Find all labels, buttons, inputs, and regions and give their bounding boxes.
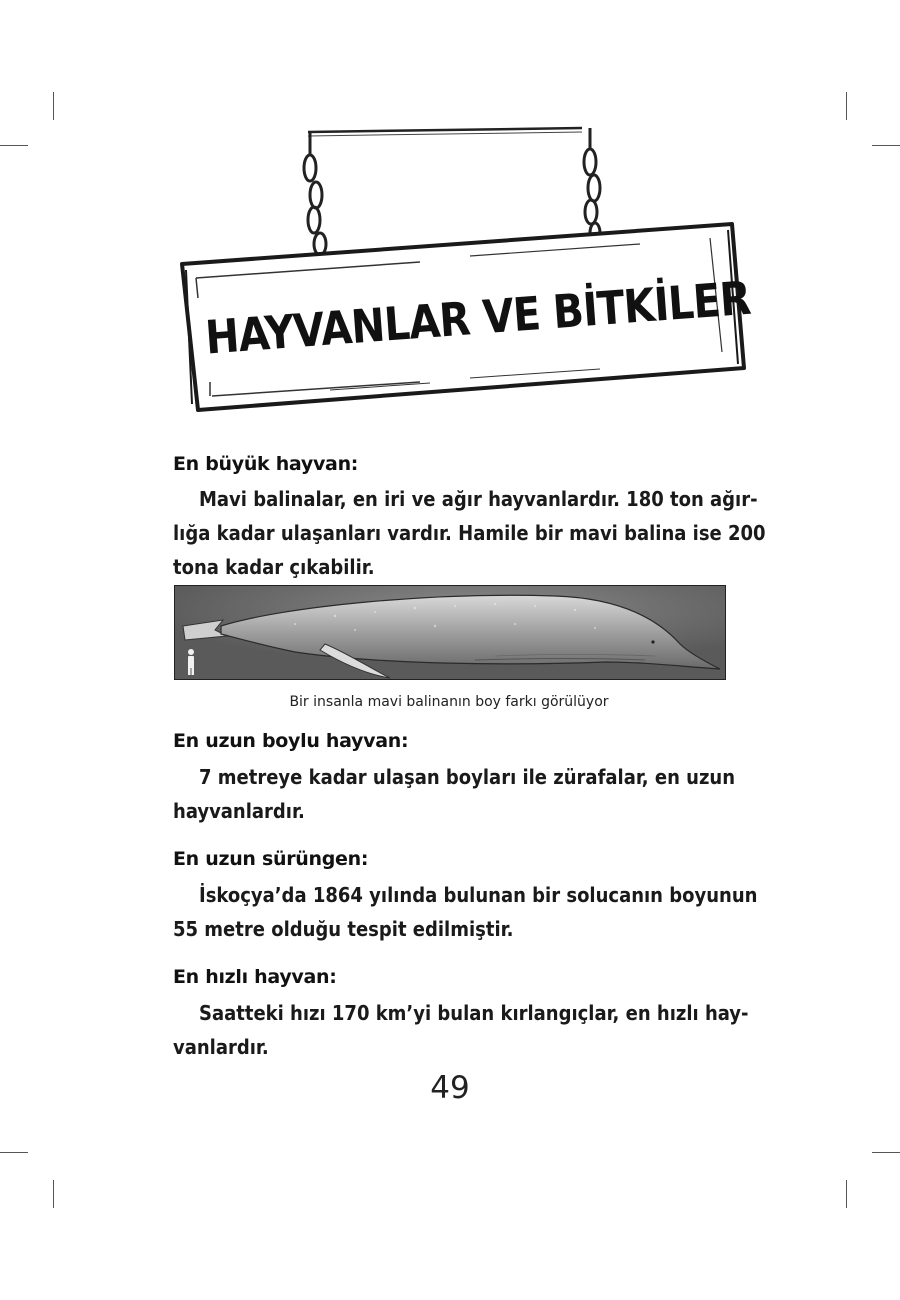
page-title: HAYVANLAR VE BİTKİLER <box>203 270 752 365</box>
section-heading-fastest-animal: En hızlı hayvan: <box>173 966 337 988</box>
crop-mark <box>0 145 28 146</box>
section-text-largest-animal <box>173 482 766 584</box>
text-line: Mavi balinalar, en iri ve ağır hayvanlardır. 180 ton ağır- <box>199 487 758 511</box>
sign-board-icon <box>170 120 750 420</box>
section-text-longest-reptile <box>173 878 758 946</box>
figure-caption: Bir insanla mavi balinanın boy farkı görülüyor <box>289 694 609 710</box>
crop-mark <box>0 1152 28 1153</box>
section-heading-largest-animal: En büyük hayvan: <box>173 453 359 475</box>
section-text-fastest-animal <box>173 996 749 1064</box>
crop-mark <box>872 145 900 146</box>
blue-whale-icon <box>175 586 725 679</box>
text-line: hayvanlardır. <box>173 799 305 823</box>
crop-mark <box>872 1152 900 1153</box>
section-heading-tallest-animal: En uzun boylu hayvan: <box>173 730 409 752</box>
chain-right-icon <box>584 128 600 250</box>
crop-mark <box>846 1180 847 1208</box>
hanging-sign <box>170 120 750 420</box>
whale-figure <box>174 585 726 680</box>
crop-mark <box>53 92 54 120</box>
section-text-tallest-animal <box>173 760 736 828</box>
crop-mark <box>53 1180 54 1208</box>
text-line: vanlardır. <box>173 1035 269 1059</box>
text-line: lığa kadar ulaşanları vardır. Hamile bir mavi balina ise 200 <box>173 521 766 545</box>
page-number: 49 <box>430 1070 470 1106</box>
text-line: İskoçya’da 1864 yılında bulunan bir solucanın boyunun <box>199 883 758 907</box>
text-line: 7 metreye kadar ulaşan boyları ile zürafalar, en uzun <box>199 765 736 789</box>
text-line: Saatteki hızı 170 km’yi bulan kırlangıçlar, en hızlı hay- <box>199 1001 749 1025</box>
text-line: 55 metre olduğu tespit edilmiştir. <box>173 917 514 941</box>
crop-mark <box>846 92 847 120</box>
section-heading-longest-reptile: En uzun sürüngen: <box>173 848 369 870</box>
chain-left-icon <box>304 132 326 265</box>
text-line: tona kadar çıkabilir. <box>173 555 375 579</box>
